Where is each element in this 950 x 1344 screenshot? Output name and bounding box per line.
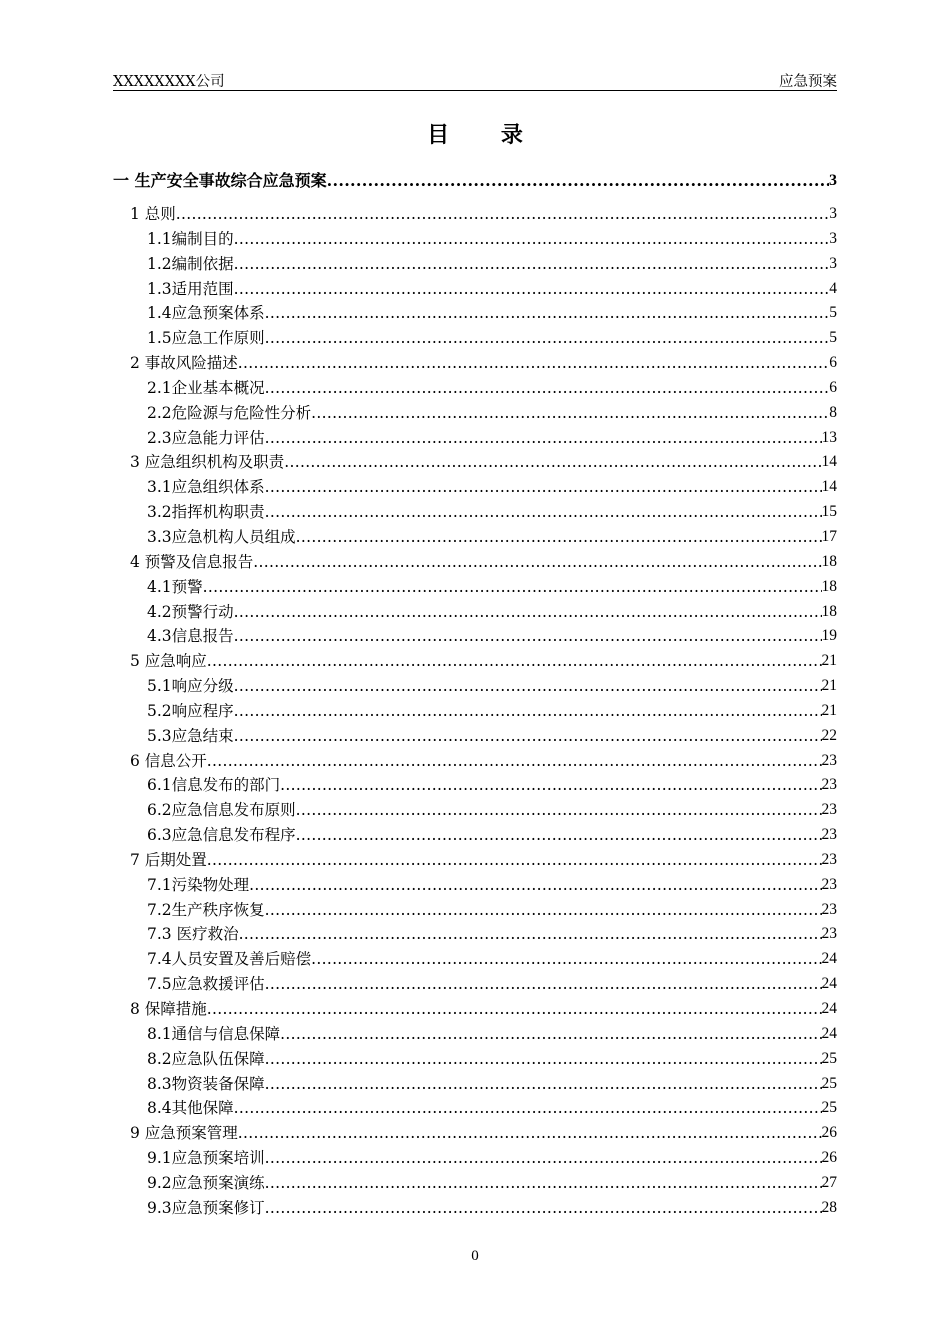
toc-entry[interactable] bbox=[113, 1047, 837, 1072]
toc-entry-page: 25 bbox=[821, 1074, 837, 1092]
toc-entry[interactable] bbox=[113, 624, 837, 649]
toc-entry[interactable] bbox=[113, 277, 837, 302]
toc-entry[interactable] bbox=[113, 997, 837, 1022]
toc-entry-page: 28 bbox=[821, 1198, 837, 1216]
toc-entry-page: 13 bbox=[821, 428, 837, 446]
toc-entry-page: 15 bbox=[821, 503, 837, 521]
toc-leader-dots bbox=[207, 997, 822, 1022]
toc-leader-dots bbox=[207, 848, 822, 873]
toc-entry-page: 21 bbox=[821, 701, 837, 719]
toc-entry[interactable] bbox=[113, 1072, 837, 1097]
toc-entry[interactable] bbox=[113, 168, 837, 194]
toc-entry-page: 5 bbox=[829, 329, 837, 347]
toc-entry-label: 9.1应急预案培训 bbox=[147, 1149, 265, 1168]
toc-leader-dots bbox=[234, 277, 830, 302]
toc-entry[interactable] bbox=[113, 575, 837, 600]
toc-entry-page: 5 bbox=[829, 304, 837, 322]
toc-leader-dots bbox=[207, 749, 822, 774]
header-doc-title: 应急预案 bbox=[779, 74, 837, 90]
toc-entry-label: 8 保障措施 bbox=[130, 1000, 207, 1018]
toc-entry[interactable] bbox=[113, 1171, 837, 1196]
toc-leader-dots bbox=[207, 649, 822, 674]
toc-entry-label: 8.4其他保障 bbox=[147, 1099, 234, 1118]
toc-entry-label: 5.3应急结束 bbox=[147, 726, 234, 745]
toc-leader-dots bbox=[234, 674, 822, 699]
toc-entry[interactable] bbox=[113, 1196, 837, 1221]
toc-leader-dots bbox=[265, 1171, 822, 1196]
toc-entry[interactable] bbox=[113, 401, 837, 426]
toc-entry-label: 2.2危险源与危险性分析 bbox=[147, 403, 312, 422]
toc-entry-label: 9 应急预案管理 bbox=[130, 1124, 238, 1143]
toc-entry-page: 14 bbox=[821, 478, 837, 496]
toc-leader-dots bbox=[239, 922, 822, 947]
toc-leader-dots bbox=[234, 227, 830, 252]
toc-entry-page: 6 bbox=[829, 378, 837, 396]
toc-leader-dots bbox=[284, 450, 821, 475]
toc-entry-page: 23 bbox=[821, 925, 837, 943]
toc-entry-label: 1.5应急工作原则 bbox=[147, 329, 265, 348]
toc-entry-label: 5.1响应分级 bbox=[147, 677, 234, 696]
toc-entry[interactable] bbox=[113, 252, 837, 277]
toc-leader-dots bbox=[311, 947, 821, 972]
table-of-contents bbox=[113, 168, 837, 1221]
toc-entry-label: 5 应急响应 bbox=[130, 652, 207, 671]
toc-entry-label: 6.2应急信息发布原则 bbox=[147, 801, 296, 820]
toc-entry-page: 8 bbox=[829, 403, 837, 421]
toc-entry-page: 23 bbox=[821, 875, 837, 893]
toc-entry[interactable] bbox=[113, 301, 837, 326]
toc-leader-dots bbox=[234, 724, 822, 749]
toc-leader-dots bbox=[265, 426, 822, 451]
toc-entry[interactable] bbox=[113, 699, 837, 724]
toc-leader-dots bbox=[234, 600, 822, 625]
toc-entry-page: 25 bbox=[821, 1049, 837, 1067]
toc-entry[interactable] bbox=[113, 475, 837, 500]
toc-leader-dots bbox=[327, 169, 829, 194]
toc-leader-dots bbox=[296, 525, 822, 550]
toc-entry-label: 4.1预警 bbox=[147, 577, 203, 596]
toc-entry-page: 21 bbox=[821, 677, 837, 695]
toc-entry-page: 23 bbox=[821, 801, 837, 819]
toc-entry-label: 4 预警及信息报告 bbox=[130, 552, 254, 571]
toc-entry-page: 23 bbox=[821, 900, 837, 918]
toc-entry[interactable] bbox=[113, 426, 837, 451]
toc-entry-label: 1.3适用范围 bbox=[147, 279, 234, 298]
toc-entry[interactable] bbox=[113, 724, 837, 749]
toc-entry[interactable] bbox=[113, 649, 837, 674]
toc-leader-dots bbox=[234, 252, 830, 277]
toc-entry-page: 3 bbox=[829, 229, 837, 247]
toc-entry-label: 7.1污染物处理 bbox=[147, 875, 250, 894]
page-header bbox=[113, 68, 837, 91]
toc-entry-label: 7 后期处置 bbox=[130, 850, 207, 869]
toc-entry[interactable] bbox=[113, 1146, 837, 1171]
toc-entry-page: 3 bbox=[829, 205, 837, 222]
toc-entry-page: 24 bbox=[821, 975, 837, 993]
toc-leader-dots bbox=[234, 624, 822, 649]
toc-entry[interactable] bbox=[113, 525, 837, 550]
toc-entry-label: 2.1企业基本概况 bbox=[147, 378, 265, 397]
toc-entry-page: 22 bbox=[821, 726, 837, 744]
toc-entry-page: 26 bbox=[821, 1124, 837, 1142]
toc-entry-page: 23 bbox=[821, 826, 837, 844]
toc-entry[interactable] bbox=[113, 773, 837, 798]
toc-leader-dots bbox=[238, 1121, 822, 1146]
toc-entry[interactable] bbox=[113, 227, 837, 252]
toc-entry-label: 3 应急组织机构及职责 bbox=[130, 453, 285, 472]
toc-leader-dots bbox=[265, 1146, 822, 1171]
toc-entry[interactable] bbox=[113, 972, 837, 997]
toc-leader-dots bbox=[265, 898, 822, 923]
toc-entry-page: 23 bbox=[821, 751, 837, 769]
toc-entry[interactable] bbox=[113, 550, 837, 575]
toc-leader-dots bbox=[238, 351, 829, 376]
toc-entry[interactable] bbox=[113, 351, 837, 376]
toc-entry-label: 7.5应急救援评估 bbox=[147, 975, 265, 994]
toc-entry[interactable] bbox=[113, 500, 837, 525]
toc-entry-page: 18 bbox=[821, 552, 837, 570]
toc-entry-label: 9.3应急预案修订 bbox=[147, 1198, 265, 1217]
toc-leader-dots bbox=[265, 972, 822, 997]
toc-leader-dots bbox=[296, 798, 822, 823]
toc-leader-dots bbox=[176, 202, 829, 227]
toc-entry-label: 一 生产安全事故综合应急预案 bbox=[113, 171, 327, 191]
toc-entry-label: 6.3应急信息发布程序 bbox=[147, 826, 296, 845]
toc-entry-page: 21 bbox=[821, 652, 837, 670]
toc-entry-label: 2 事故风险描述 bbox=[130, 354, 238, 373]
toc-entry[interactable] bbox=[113, 922, 837, 947]
toc-entry-page: 23 bbox=[821, 776, 837, 794]
toc-entry[interactable] bbox=[113, 376, 837, 401]
toc-entry[interactable] bbox=[113, 1121, 837, 1146]
toc-leader-dots bbox=[253, 550, 821, 575]
toc-entry-label: 7.4人员安置及善后赔偿 bbox=[147, 950, 312, 969]
toc-entry[interactable] bbox=[113, 898, 837, 923]
toc-leader-dots bbox=[265, 500, 822, 525]
toc-leader-dots bbox=[265, 1196, 822, 1221]
toc-leader-dots bbox=[265, 1047, 822, 1072]
toc-entry-page: 14 bbox=[821, 453, 837, 471]
toc-entry-page: 26 bbox=[821, 1149, 837, 1167]
toc-entry[interactable] bbox=[113, 823, 837, 848]
toc-entry[interactable] bbox=[113, 450, 837, 475]
toc-entry-page: 4 bbox=[829, 279, 837, 297]
toc-entry-page: 19 bbox=[821, 627, 837, 645]
toc-leader-dots bbox=[280, 773, 821, 798]
toc-leader-dots bbox=[234, 699, 822, 724]
toc-leader-dots bbox=[265, 301, 830, 326]
toc-entry-label: 1.4应急预案体系 bbox=[147, 304, 265, 323]
toc-entry-label: 8.1通信与信息保障 bbox=[147, 1024, 281, 1043]
toc-leader-dots bbox=[311, 401, 829, 426]
toc-entry-label: 8.3物资装备保障 bbox=[147, 1074, 265, 1093]
toc-entry-page: 27 bbox=[821, 1173, 837, 1191]
toc-entry-page: 24 bbox=[821, 1000, 837, 1017]
toc-leader-dots bbox=[296, 823, 822, 848]
toc-entry[interactable] bbox=[113, 326, 837, 351]
toc-leader-dots bbox=[265, 326, 830, 351]
header-company: XXXXXXXX公司 bbox=[113, 74, 225, 90]
toc-entry-label: 6.1信息发布的部门 bbox=[147, 776, 281, 795]
toc-entry-page: 24 bbox=[821, 950, 837, 968]
toc-entry-label: 3.1应急组织体系 bbox=[147, 478, 265, 497]
toc-entry-label: 4.3信息报告 bbox=[147, 627, 234, 646]
toc-entry[interactable] bbox=[113, 873, 837, 898]
toc-entry-label: 9.2应急预案演练 bbox=[147, 1173, 265, 1192]
toc-entry-label: 6 信息公开 bbox=[130, 751, 207, 770]
toc-entry-page: 23 bbox=[821, 850, 837, 868]
toc-entry[interactable] bbox=[113, 1022, 837, 1047]
toc-entry-label: 2.3应急能力评估 bbox=[147, 428, 265, 447]
toc-entry-page: 18 bbox=[821, 577, 837, 595]
toc-entry-label: 8.2应急队伍保障 bbox=[147, 1049, 265, 1068]
toc-entry[interactable] bbox=[113, 600, 837, 625]
toc-entry-label: 1.2编制依据 bbox=[147, 254, 234, 273]
toc-leader-dots bbox=[265, 475, 822, 500]
toc-entry[interactable] bbox=[113, 798, 837, 823]
toc-entry[interactable] bbox=[113, 1096, 837, 1121]
toc-leader-dots bbox=[249, 873, 821, 898]
toc-entry-page: 25 bbox=[821, 1099, 837, 1117]
toc-entry-label: 3.2指挥机构职责 bbox=[147, 503, 265, 522]
toc-entry-label: 5.2响应程序 bbox=[147, 701, 234, 720]
toc-entry-page: 24 bbox=[821, 1024, 837, 1042]
toc-entry-label: 3.3应急机构人员组成 bbox=[147, 527, 296, 546]
toc-leader-dots bbox=[280, 1022, 821, 1047]
toc-entry-page: 6 bbox=[829, 354, 837, 372]
toc-leader-dots bbox=[265, 376, 830, 401]
toc-entry-label: 4.2预警行动 bbox=[147, 602, 234, 621]
toc-entry[interactable] bbox=[113, 947, 837, 972]
toc-entry[interactable] bbox=[113, 202, 837, 227]
toc-entry[interactable] bbox=[113, 749, 837, 774]
toc-entry-page: 17 bbox=[821, 527, 837, 545]
toc-entry-label: 1 总则 bbox=[130, 205, 176, 223]
toc-leader-dots bbox=[265, 1072, 822, 1097]
toc-entry-page: 18 bbox=[821, 602, 837, 620]
toc-leader-dots bbox=[203, 575, 822, 600]
toc-leader-dots bbox=[234, 1096, 822, 1121]
page-number: 0 bbox=[471, 1248, 479, 1264]
toc-entry[interactable] bbox=[113, 674, 837, 699]
toc-entry-label: 1.1编制目的 bbox=[147, 229, 234, 248]
toc-entry-label: 7.2生产秩序恢复 bbox=[147, 900, 265, 919]
toc-entry-label: 7.3 医疗救治 bbox=[147, 925, 239, 944]
page-title: 目 录 bbox=[427, 122, 545, 148]
toc-entry-page: 3 bbox=[829, 254, 837, 272]
toc-entry[interactable] bbox=[113, 848, 837, 873]
toc-entry-page: 3 bbox=[829, 172, 837, 190]
